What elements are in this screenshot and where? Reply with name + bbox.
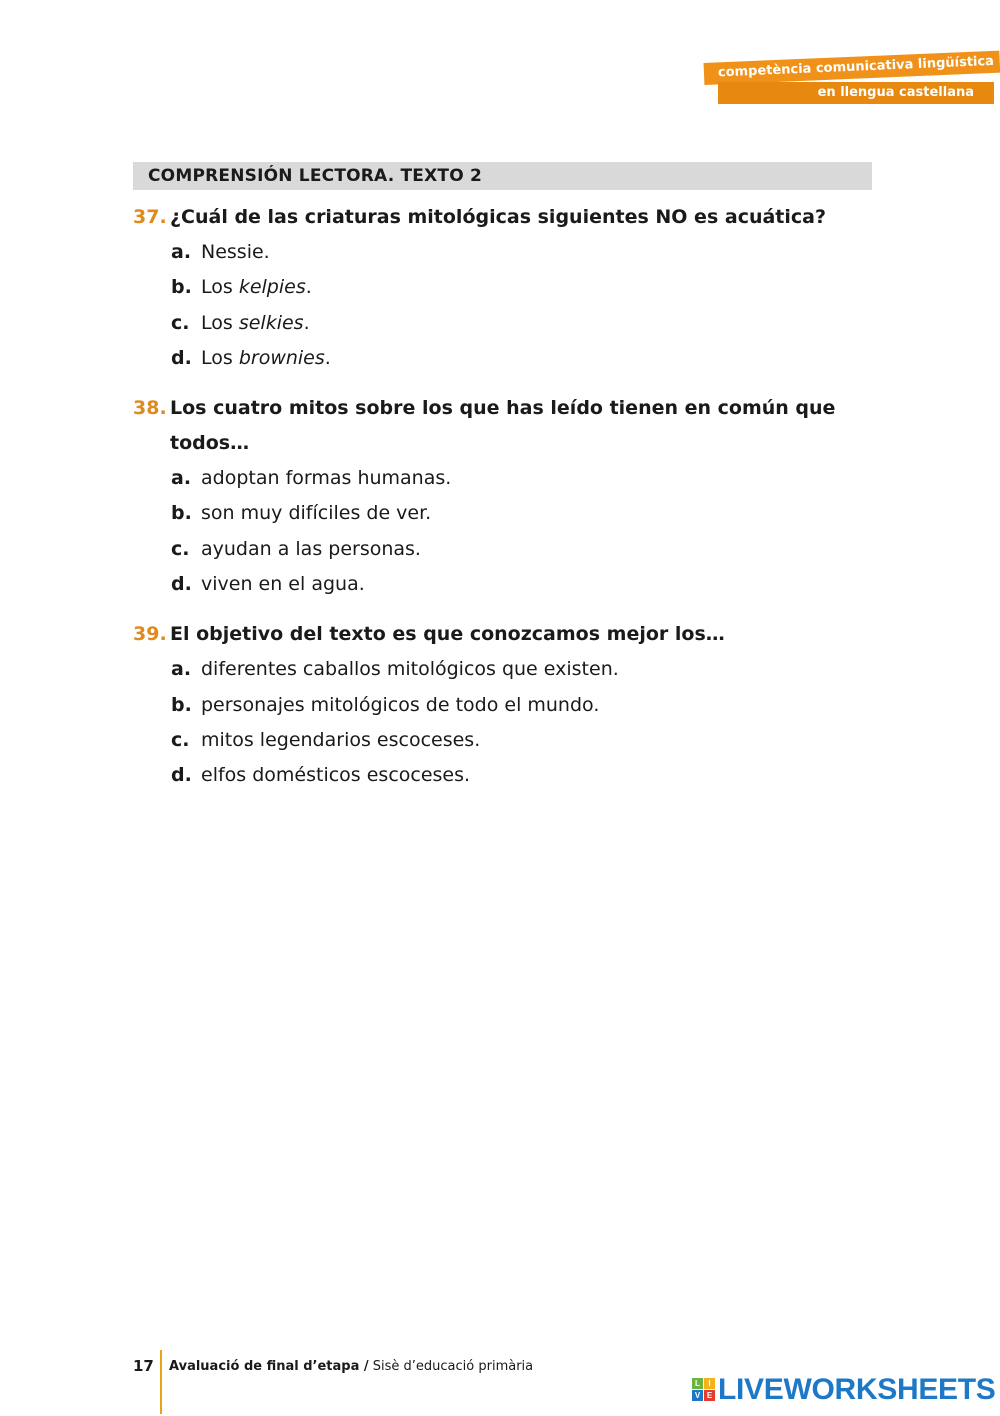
option-text-end: . — [305, 276, 312, 299]
answer-option-a[interactable] — [171, 652, 873, 687]
banner-line-language: en llengua castellana — [718, 82, 994, 104]
option-letter: a. — [171, 241, 192, 263]
footer-title-bold: Avaluació de final d’etapa / — [169, 1359, 369, 1374]
option-text: elfos domésticos escoceses. — [201, 764, 471, 787]
logo-tiles-icon — [692, 1378, 716, 1402]
option-text: Los — [201, 346, 239, 369]
section-title: COMPRENSIÓN LECTORA. TEXTO 2 — [133, 162, 872, 190]
answer-option-d[interactable] — [171, 758, 873, 793]
option-text: diferentes caballos mitológicos que existen. — [201, 658, 619, 681]
question-37 — [133, 200, 873, 376]
option-letter: d. — [171, 346, 192, 369]
question-number: 38. — [133, 397, 167, 420]
option-text: viven en el agua. — [201, 573, 365, 596]
option-text-end: . — [303, 311, 310, 334]
option-letter: c. — [171, 537, 190, 560]
answer-option-b[interactable] — [171, 496, 873, 531]
option-letter: a. — [171, 467, 192, 490]
question-39 — [133, 617, 873, 793]
question-list — [133, 200, 873, 809]
answer-option-b[interactable] — [171, 270, 873, 305]
banner-line-competence: competència comunicativa lingüística — [704, 51, 1000, 85]
answer-options — [171, 235, 873, 376]
answer-option-a[interactable] — [171, 235, 873, 270]
question-number: 39. — [133, 623, 167, 646]
page-number: 17 — [133, 1357, 154, 1375]
question-text: ¿Cuál de las criaturas mitológicas siguientes NO es acuática? — [170, 206, 827, 228]
logo-tile: V — [692, 1390, 703, 1401]
option-text: Los — [201, 311, 239, 334]
option-text: adoptan formas humanas. — [201, 467, 452, 490]
logo-tile: I — [704, 1378, 715, 1389]
option-letter: c. — [171, 728, 190, 751]
option-letter: d. — [171, 764, 192, 787]
logo-tile: E — [704, 1390, 715, 1401]
page-footer — [133, 1350, 633, 1416]
logo-wordmark: LIVEWORKSHEETS — [718, 1373, 996, 1406]
option-letter: d. — [171, 573, 192, 596]
logo-tile: L — [692, 1378, 703, 1389]
option-letter: a. — [171, 658, 192, 681]
question-text: Los cuatro mitos sobre los que has leído tienen en común que todos… — [170, 397, 836, 455]
footer-title-rest: Sisè d’educació primària — [368, 1359, 534, 1374]
answer-options — [171, 461, 873, 602]
answer-option-d[interactable] — [171, 341, 873, 376]
option-letter: b. — [171, 276, 192, 299]
answer-option-d[interactable] — [171, 567, 873, 602]
option-letter: c. — [171, 311, 190, 334]
option-letter: b. — [171, 502, 192, 525]
option-text: mitos legendarios escoceses. — [201, 728, 481, 751]
question-38 — [133, 391, 873, 602]
option-text: personajes mitológicos de todo el mundo. — [201, 693, 600, 716]
footer-title — [169, 1359, 533, 1374]
option-text-italic: selkies — [238, 311, 304, 334]
question-text: El objetivo del texto es que conozcamos mejor los… — [170, 623, 725, 646]
option-text-italic: brownies — [238, 346, 325, 369]
option-text: Los — [201, 276, 239, 299]
footer-divider — [160, 1350, 162, 1414]
option-text-end: . — [324, 346, 331, 369]
answer-option-b[interactable] — [171, 688, 873, 723]
option-letter: b. — [171, 693, 192, 716]
liveworksheets-logo — [692, 1373, 996, 1406]
option-text: ayudan a las personas. — [201, 537, 421, 560]
answer-option-a[interactable] — [171, 461, 873, 496]
option-text: Nessie. — [201, 241, 270, 263]
option-text: son muy difíciles de ver. — [201, 502, 432, 525]
answer-option-c[interactable] — [171, 723, 873, 758]
option-text-italic: kelpies — [238, 276, 306, 299]
subject-banner — [700, 52, 1000, 112]
answer-options — [171, 652, 873, 793]
question-number: 37. — [133, 206, 167, 228]
answer-option-c[interactable] — [171, 532, 873, 567]
answer-option-c[interactable] — [171, 306, 873, 341]
